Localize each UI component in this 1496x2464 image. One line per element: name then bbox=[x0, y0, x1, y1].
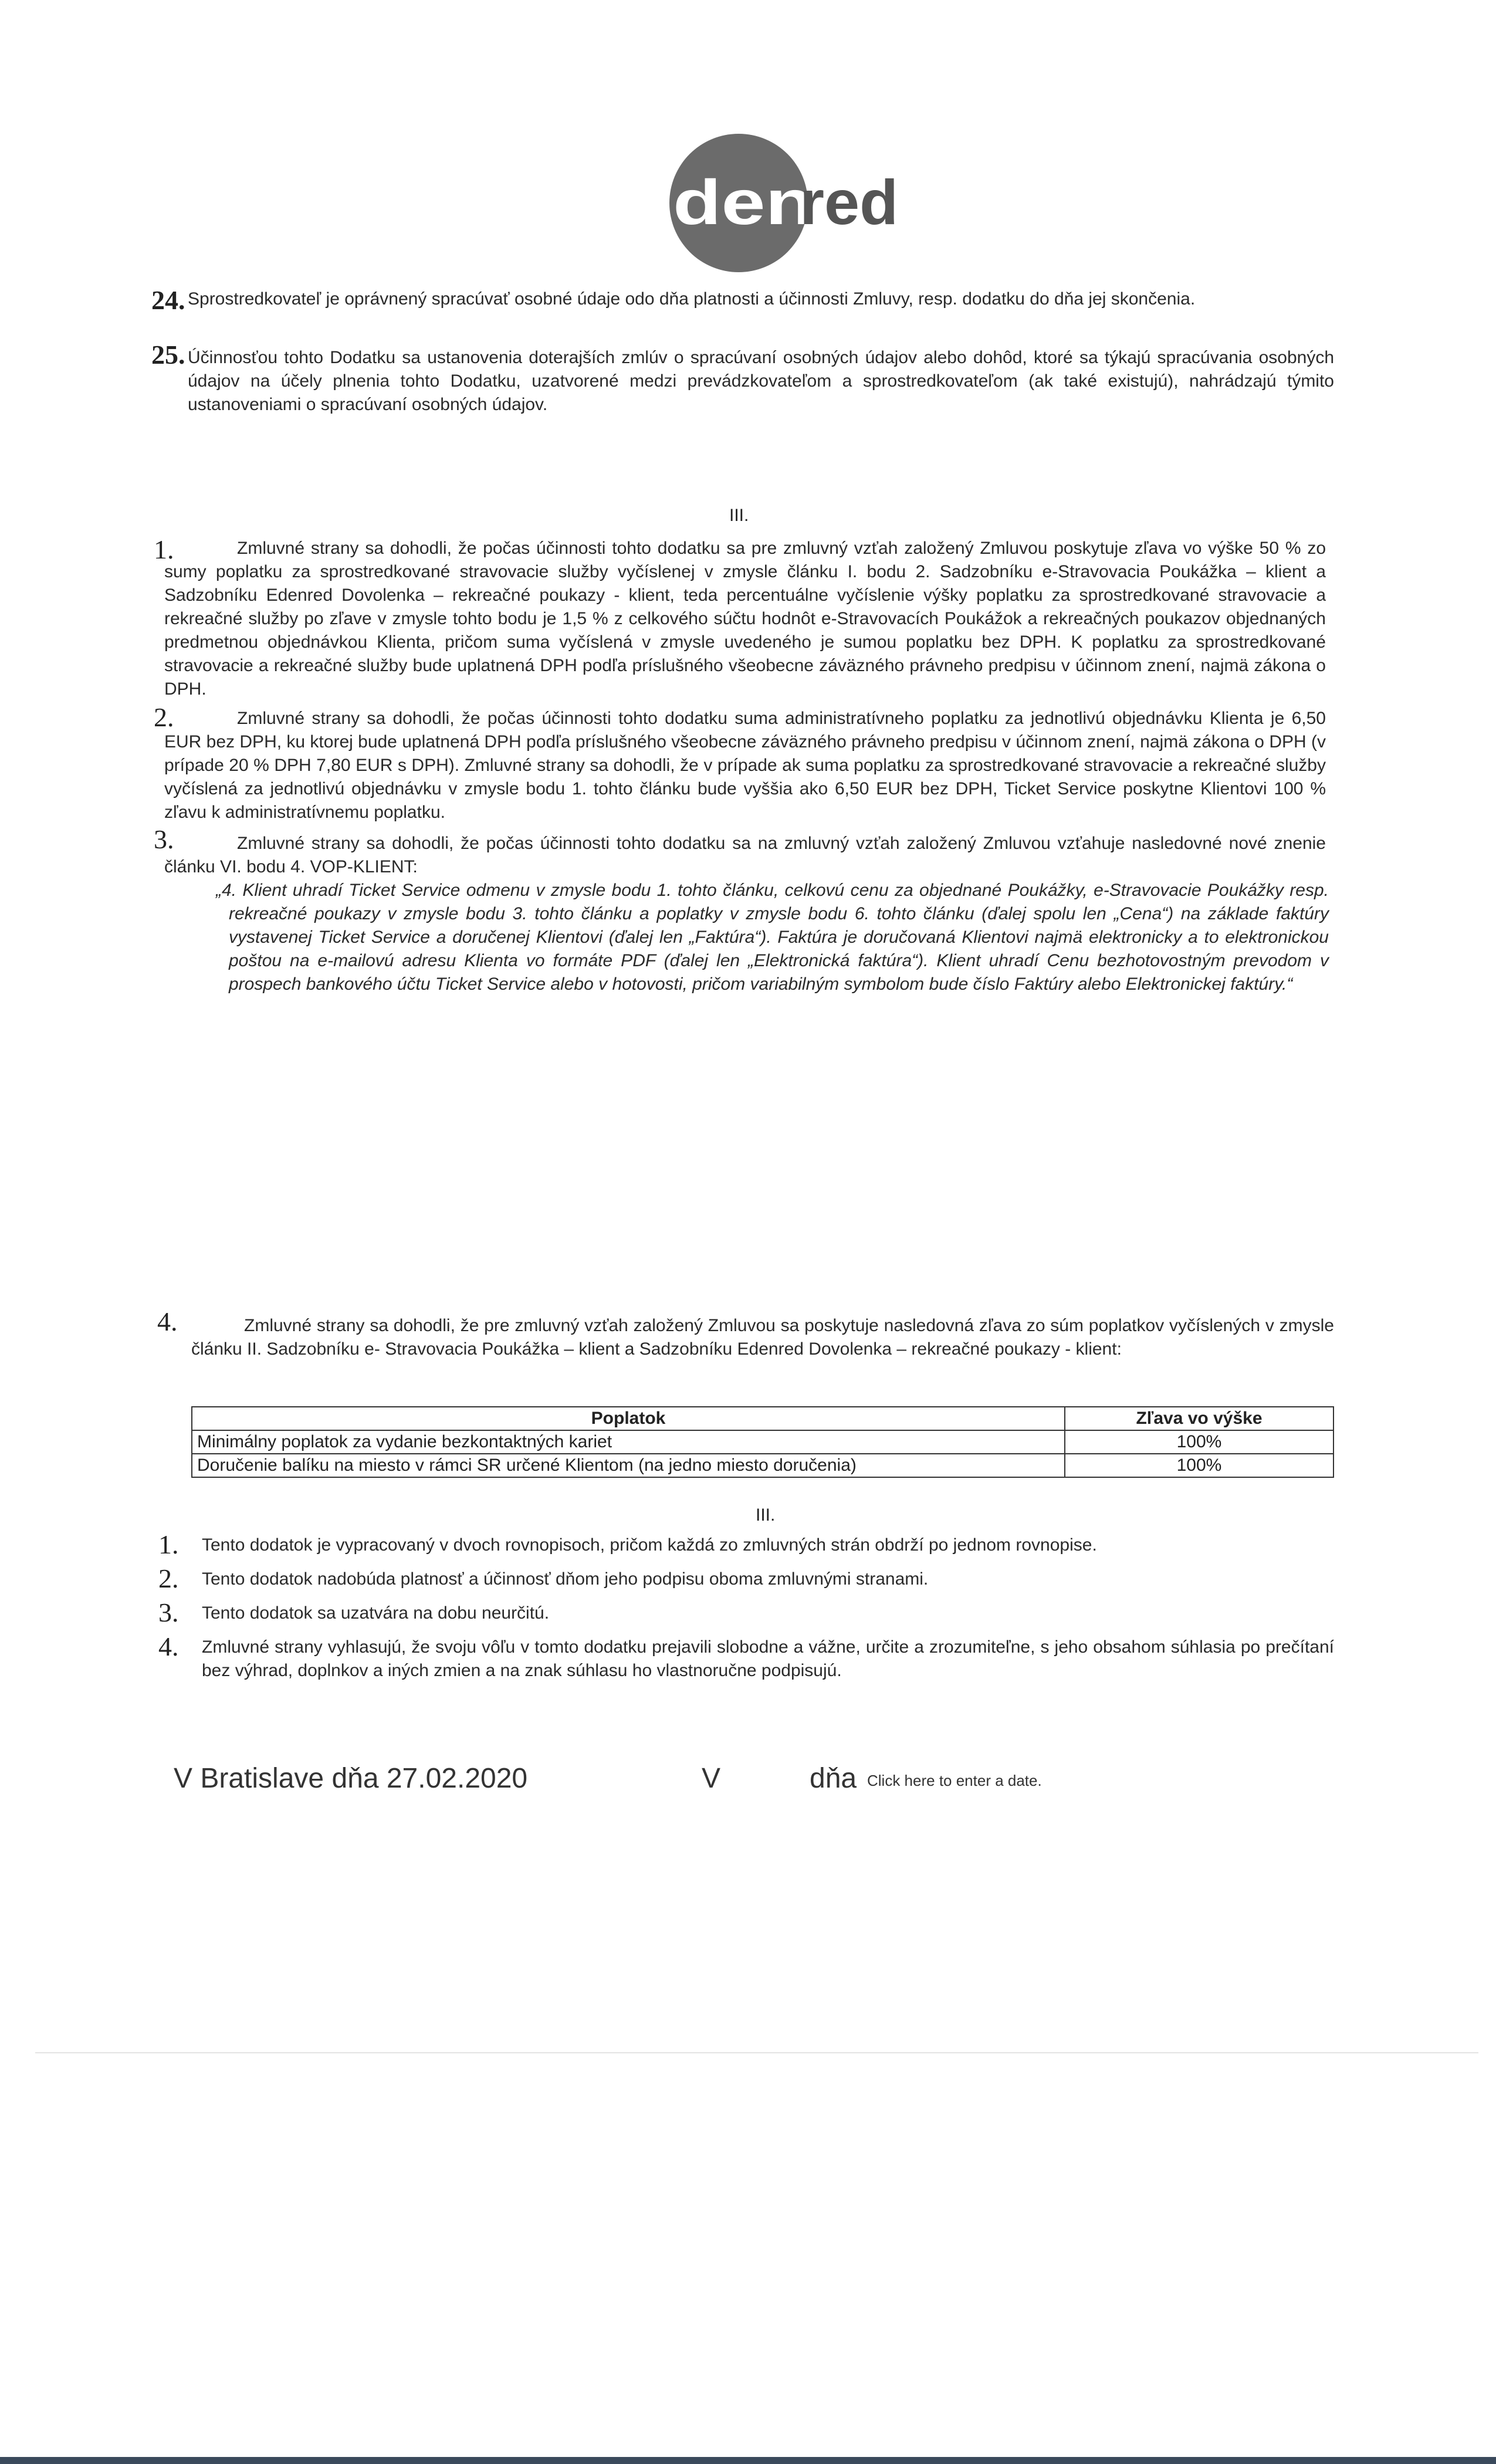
final-item-4-number: 4. bbox=[158, 1632, 179, 1661]
table-row bbox=[192, 1454, 1333, 1477]
column-header-discount: Zľava vo výške bbox=[1065, 1407, 1333, 1430]
final-item-2-number: 2. bbox=[158, 1563, 179, 1593]
discount-value-cell: 100% bbox=[1065, 1454, 1333, 1477]
svg-text:Eden: Eden bbox=[620, 167, 814, 238]
fee-discount-table bbox=[191, 1406, 1334, 1478]
discount-value-cell: 100% bbox=[1065, 1430, 1333, 1454]
table-header-row bbox=[192, 1407, 1333, 1430]
fee-name-cell: Minimálny poplatok za vydanie bezkontaktných kariet bbox=[192, 1430, 1065, 1454]
iii-item-1-text: Zmluvné strany sa dohodli, že počas účinnosti tohto dodatku sa pre zmluvný vzťah založený Zmluvou poskytuje zľava vo výške 50 % zo sumy poplatku za sprostredkované stravovacie služby vyčíslenej v zmysle článku I. bodu 2. Sadzobníku e-Stravovacia Poukážka – klient a Sadzobníku Edenred Dovolenka – rekreačné poukazy - klient, teda percentuálne vyčíslenie výšky poplatku za sprostredkované stravovacie a rekreačné služby po zľave v zmysle tohto bodu je 1,5 % z celkového súčtu hodnôt e-Stravovacích Poukážok a rekreačných poukazov objednaných predmetnou objednávkou Klienta, pričom suma vyčíslená v zmysle uvedeného je sumou poplatku bez DPH. K poplatku za sprostredkované stravovacie a rekreačné služby bude uplatnená DPH podľa príslušného všeobecne záväzného právneho predpisu v účinnom znení, najmä zákona o DPH. bbox=[164, 539, 1326, 699]
final-item-1-number: 1. bbox=[158, 1529, 179, 1559]
edenred-logo-graphic bbox=[620, 130, 899, 271]
final-item-3-number: 3. bbox=[158, 1597, 179, 1627]
svg-text:red: red bbox=[800, 167, 899, 238]
final-item-3-text: Tento dodatok sa uzatvára na dobu neurčitú. bbox=[202, 1603, 550, 1623]
final-item-2-text: Tento dodatok nadobúda platnosť a účinnosť dňom jeho podpisu oboma zmluvnými stranami. bbox=[202, 1569, 929, 1589]
item-25-body: Účinnosťou tohto Dodatku sa ustanovenia doterajších zmlúv o spracúvaní osobných údajov alebo dohôd, ktoré sa týkajú spracúvania osobných údajov na účely plnenia tohto Dodatku, uzatvorené medzi prevádzkovateľom a sprostredkovateľom (ak také existujú), nahrádzajú týmito ustanoveniami o spracúvaní osobných údajov. bbox=[188, 348, 1334, 414]
final-item-4-text: Zmluvné strany vyhlasujú, že svoju vôľu v tomto dodatku prejavili slobodne a vážne, určite a zrozumiteľne, s jeho obsahom súhlasia po prečítaní bez výhrad, doplnkov a iných zmien a na znak súhlasu ho vlastnoručne podpisujú. bbox=[202, 1637, 1334, 1680]
iii-item-3-number: 3. bbox=[154, 824, 174, 854]
scan-edge-line bbox=[35, 2052, 1478, 2053]
item-4-number: 4. bbox=[157, 1307, 178, 1336]
table-row bbox=[192, 1430, 1333, 1454]
item-4-text: Zmluvné strany sa dohodli, že pre zmluvný vzťah založený Zmluvou sa poskytuje nasledovná zľava zo súm poplatkov vyčíslených v zmysle článku II. Sadzobníku e- Stravovacia Poukážka – klient a Sadzobníku Edenred Dovolenka – rekreačné poukazy - klient: bbox=[191, 1316, 1334, 1359]
iii-item-3-text: Zmluvné strany sa dohodli, že počas účinnosti tohto dodatku sa na zmluvný vzťah založený Zmluvou vzťahuje nasledovné nové znenie článku VI. bodu 4. VOP-KLIENT: bbox=[164, 834, 1326, 876]
scan-bottom-border bbox=[0, 2457, 1496, 2464]
item-24-text bbox=[188, 287, 1334, 311]
item-25-number: 25. bbox=[151, 340, 185, 370]
signature-day-label-right: dňa bbox=[810, 1763, 857, 1794]
final-section-heading: III. bbox=[756, 1505, 776, 1525]
fee-name-cell: Doručenie balíku na miesto v rámci SR určené Klientom (na jedno miesto doručenia) bbox=[192, 1454, 1065, 1477]
signature-place-date-left: V Bratislave dňa 27.02.2020 bbox=[174, 1763, 528, 1794]
item-24-body: Sprostredkovateľ je oprávnený spracúvať osobné údaje odo dňa platnosti a účinnosti Zmluvy, resp. dodatku do dňa jej skončenia. bbox=[188, 289, 1196, 309]
column-header-fee: Poplatok bbox=[192, 1407, 1065, 1430]
date-picker-placeholder[interactable]: Click here to enter a date. bbox=[867, 1772, 1042, 1789]
vop-quote: „4. Klient uhradí Ticket Service odmenu v zmysle bodu 1. tohto článku, celkovú cenu za objednané Poukážky, e-Stravovacie Poukážky resp. rekreačné poukazy v zmysle bodu 3. tohto článku a poplatky v zmysle bodu 6. tohto článku (ďalej spolu len „Cena“) na základe faktúry vystavenej Ticket Service a doručenej Klientovi (ďalej len „Faktúra“). Faktúra je doručovaná Klientovi najmä elektronicky a to elektronickou poštou na e-mailovú adresu Klienta vo formáte PDF (ďalej len „Elektronická faktúra“). Klient uhradí Cenu bezhotovostným prevodom v prospech bankového účtu Ticket Service alebo v hotovosti, pričom variabilným symbolom bude číslo Faktúry alebo Elektronickej faktúry.“ bbox=[216, 881, 1329, 994]
edenred-logo bbox=[620, 130, 899, 271]
item-24-number: 24. bbox=[151, 285, 185, 315]
signature-place-right: V bbox=[702, 1763, 721, 1794]
iii-item-1-number: 1. bbox=[154, 534, 174, 564]
iii-item-2-number: 2. bbox=[154, 702, 174, 732]
section-iii-heading: III. bbox=[729, 506, 749, 525]
iii-item-2-text: Zmluvné strany sa dohodli, že počas účinnosti tohto dodatku suma administratívneho poplatku za jednotlivú objednávku Klienta je 6,50 EUR bez DPH, ku ktorej bude uplatnená DPH podľa príslušného všeobecne záväzného právneho predpisu v účinnom znení, najmä zákona o DPH (v prípade 20 % DPH 7,80 EUR s DPH). Zmluvné strany sa dohodli, že v prípade ak suma poplatku za sprostredkované stravovacie a rekreačné služby vyčíslená za jednotlivú objednávku v zmysle bodu 1. tohto článku bude vyššia ako 6,50 EUR bez DPH, Ticket Service poskytne Klientovi 100 % zľavu k administratívnemu poplatku. bbox=[164, 709, 1326, 822]
final-item-1-text: Tento dodatok je vypracovaný v dvoch rovnopisoch, pričom každá zo zmluvných strán obdrží po jednom rovnopise. bbox=[202, 1535, 1097, 1555]
item-25-text bbox=[188, 346, 1334, 417]
